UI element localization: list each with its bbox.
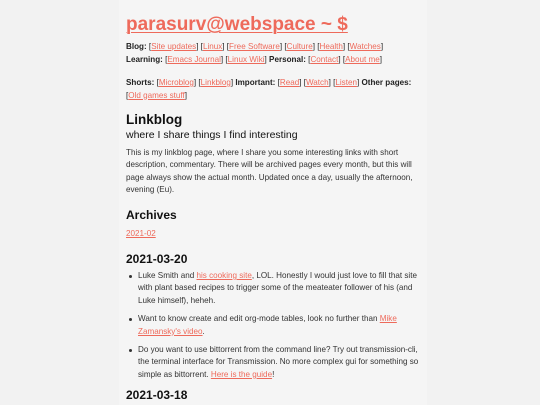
site-title-link[interactable]: parasurv@webspace ~ $ bbox=[126, 14, 348, 35]
nav-link-watches[interactable]: Watches bbox=[349, 42, 381, 51]
list-item bbox=[138, 313, 426, 338]
nav-learning-label: Learning: bbox=[126, 54, 163, 64]
nav-shorts-important-other: Shorts: [Microblog] [Linkblog] Important: [Read] [Watch] [Listen] Other pages: [Old games stuff] bbox=[126, 78, 412, 100]
linkblog-entries bbox=[126, 270, 426, 387]
nav-blog-label: Blog: bbox=[126, 42, 147, 51]
entry-text: Luke Smith and bbox=[138, 271, 197, 280]
intro-paragraph: This is my linkblog page, where I share you some interesting links with short description, commentary. There will be archived pages every month, but this will page always show the actual month. Updated once a day, usually the afternoon, evening (Eu). bbox=[126, 148, 413, 195]
list-item bbox=[138, 344, 426, 381]
nav-other-pages-label: Other pages: bbox=[361, 78, 412, 87]
page-title: Linkblog bbox=[126, 112, 183, 127]
entry-link-zamansky-video[interactable]: Mike Zamansky's video bbox=[138, 314, 397, 336]
entry-text: Do you want to use bittorrent from the command line? Try out transmission-cli, the terminal interface for Transmission. No more complex gui for something so simple as bittorrent. bbox=[138, 345, 419, 379]
nav-blog-learning-personal: Blog: [Site updates] [Linux] [Free Software] [Culture] [Health] [Watches] Learning: [Emacs Journal] [Linux Wiki] Personal: [Contact] [About me] bbox=[126, 42, 384, 64]
nav-link-old-games-stuff[interactable]: Old games stuff bbox=[128, 90, 185, 100]
nav-link-about-me[interactable]: About me bbox=[345, 54, 380, 64]
page-subtitle: where I share things I find interesting bbox=[126, 129, 298, 141]
nav-link-culture[interactable]: Culture bbox=[286, 42, 313, 51]
entry-text: ! bbox=[272, 369, 275, 379]
nav-link-contact[interactable]: Contact bbox=[310, 54, 339, 64]
nav-link-linux[interactable]: Linux bbox=[202, 42, 223, 51]
entry-link-cooking-site[interactable]: his cooking site bbox=[196, 271, 252, 280]
nav-link-listen[interactable]: Listen bbox=[335, 78, 357, 87]
nav-link-site-updates[interactable]: Site updates bbox=[151, 42, 197, 51]
nav-link-microblog[interactable]: Microblog bbox=[158, 78, 194, 87]
date-heading-2021-03-20: 2021-03-20 bbox=[126, 252, 188, 266]
nav-shorts-label: Shorts: bbox=[126, 78, 155, 87]
nav-link-health[interactable]: Health bbox=[319, 42, 343, 51]
nav-link-watch[interactable]: Watch bbox=[305, 78, 329, 87]
archive-link-2021-02[interactable]: 2021-02 bbox=[126, 229, 156, 238]
nav-link-emacs-journal[interactable]: Emacs Journal bbox=[167, 54, 221, 64]
page-container bbox=[119, 0, 427, 405]
nav-link-linkblog[interactable]: Linkblog bbox=[200, 78, 231, 87]
nav-link-read[interactable]: Read bbox=[279, 78, 300, 87]
nav-personal-label: Personal: bbox=[269, 54, 306, 64]
entry-link-guide[interactable]: Here is the guide bbox=[210, 369, 273, 379]
entry-text: , LOL. Honestly I would just love to fill that site with plant based recipes to trigger some of the meateater follower of his (and Luke himself), heheh. bbox=[138, 271, 417, 305]
entry-text: Want to know create and edit org-mode tables, look no further than bbox=[138, 314, 380, 324]
date-heading-2021-03-18: 2021-03-18 bbox=[126, 388, 188, 402]
list-item bbox=[138, 270, 426, 307]
nav-link-linux-wiki[interactable]: Linux Wiki bbox=[227, 54, 265, 64]
entry-text: . bbox=[202, 326, 205, 336]
archives-heading: Archives bbox=[126, 208, 177, 222]
nav-important-label: Important: bbox=[235, 78, 276, 87]
nav-link-free-software[interactable]: Free Software bbox=[229, 42, 280, 51]
